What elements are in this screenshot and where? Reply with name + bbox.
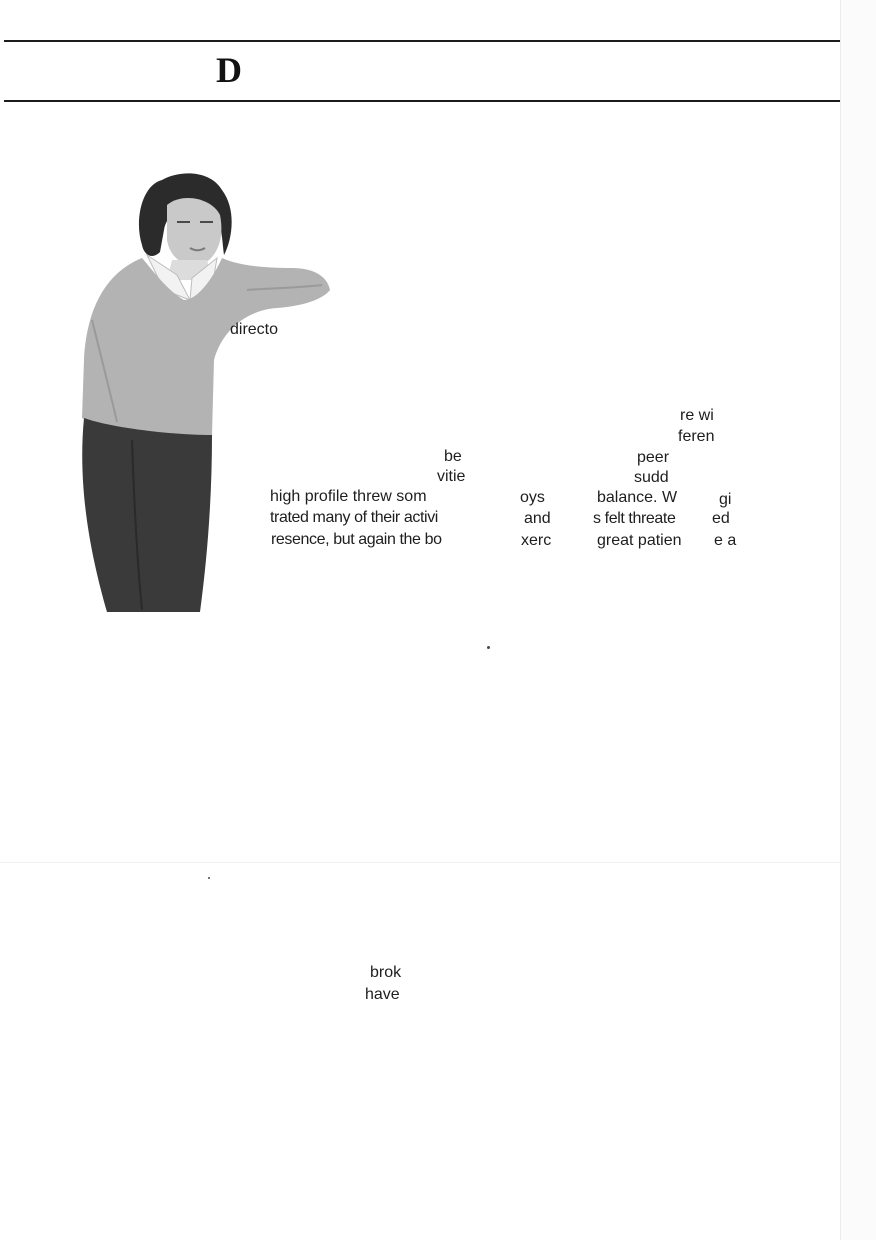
text-fragment: sudd — [634, 469, 669, 486]
text-fragment: directo — [230, 321, 279, 338]
text-fragment: oys — [520, 489, 545, 506]
text-fragment: e a — [714, 532, 737, 549]
text-fragment: great patien — [597, 532, 682, 549]
text-fragment: and — [524, 510, 551, 527]
speck — [487, 646, 490, 649]
text-fragment: balance. W — [597, 489, 678, 506]
text-fragment: s felt threate — [593, 510, 676, 527]
text-fragment: gi — [719, 491, 732, 508]
text-fragment: peer — [637, 449, 670, 466]
text-fragment: high profile threw som — [270, 488, 427, 505]
text-fragment: resence, but again the bo — [271, 531, 442, 548]
heading-initial: D — [216, 50, 242, 90]
speck — [208, 877, 210, 879]
text-fragment: xerc — [521, 532, 552, 549]
scan-line — [0, 862, 840, 863]
header-rule-bottom — [4, 100, 840, 102]
text-fragment: ed — [712, 510, 730, 527]
text-fragment: have — [365, 986, 400, 1003]
text-fragment: brok — [370, 964, 402, 981]
header-rule-top — [4, 40, 840, 42]
text-fragment: feren — [678, 428, 715, 445]
text-fragment: vitie — [437, 468, 466, 485]
page-edge — [840, 0, 876, 1240]
text-fragment: trated many of their activi — [270, 509, 438, 526]
text-fragment: be — [444, 448, 462, 465]
text-fragment: re wi — [680, 407, 714, 424]
